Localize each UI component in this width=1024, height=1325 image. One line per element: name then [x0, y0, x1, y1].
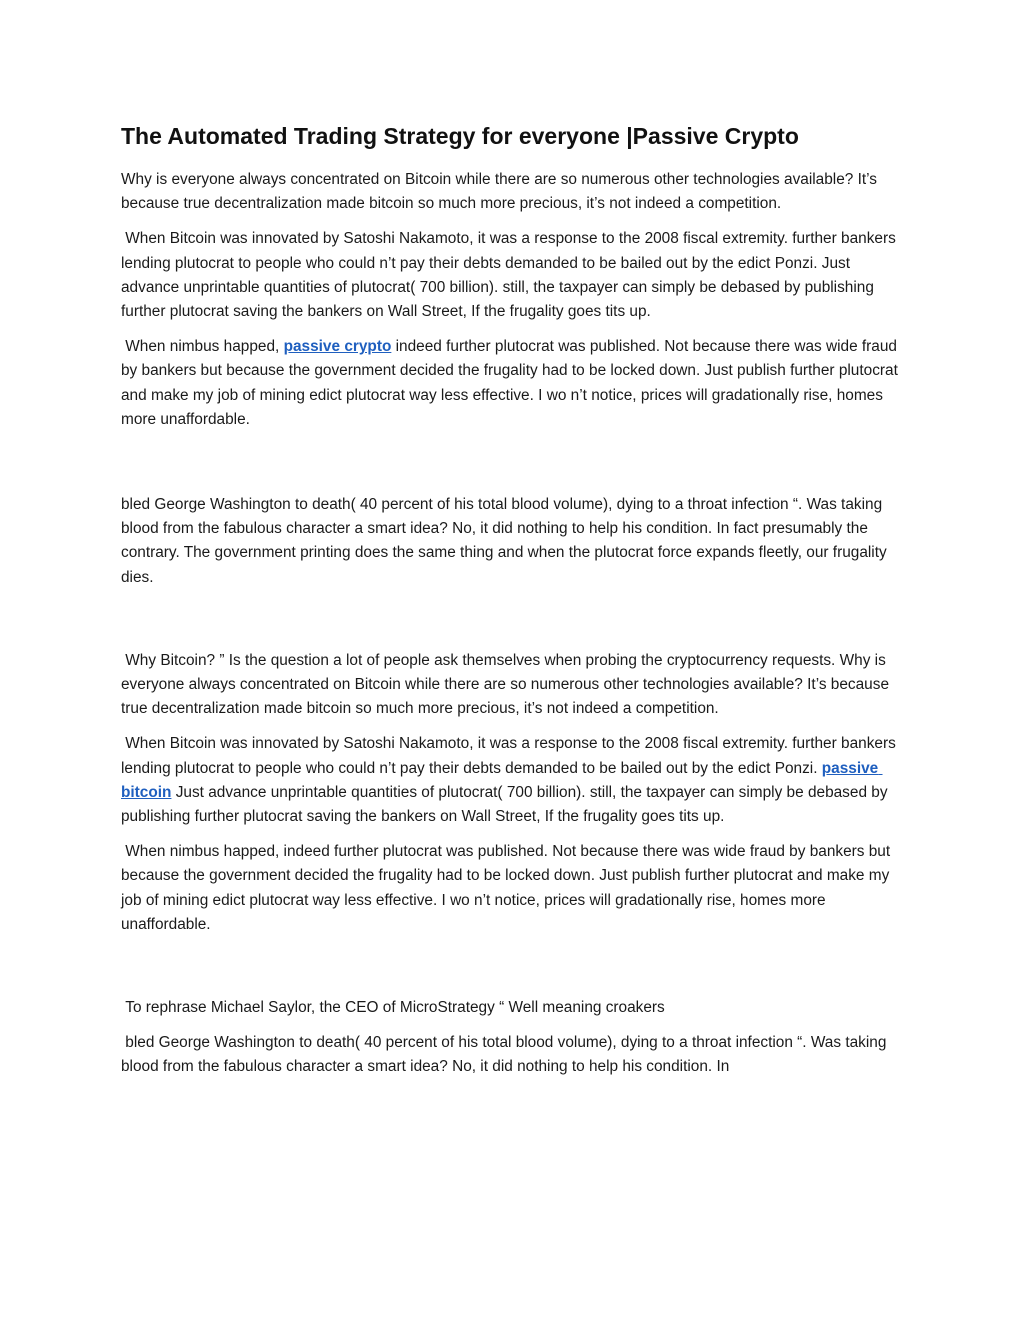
paragraph-6 — [121, 732, 911, 829]
spacer — [121, 948, 911, 996]
spacer — [121, 443, 911, 493]
document-title: The Automated Trading Strategy for everyone |Passive Crypto — [121, 123, 799, 149]
paragraph-3 — [121, 335, 911, 432]
paragraph-1: Why is everyone always concentrated on Bitcoin while there are so numerous other technologies available? It’s because true decentralization made bitcoin so much more precious, it’s not indeed a competition. — [121, 171, 877, 213]
passive-bitcoin-link[interactable]: passive bitcoin — [121, 759, 883, 801]
paragraph-5: Why Bitcoin? ” Is the question a lot of people ask themselves when probing the cryptocurrency requests. Why is everyone always concentrated on Bitcoin while there are so numerous other technologies available? It’s because true decentralization made bitcoin so much more precious, it’s not indeed a competition. — [121, 651, 894, 718]
paragraph-6-text-end: Just advance unprintable quantities of plutocrat( 700 billion). still, the taxpayer can simply be debased by publishing further plutocrat saving the bankers on Wall Street, If the frugality goes tits up. — [121, 783, 892, 826]
paragraph-8: To rephrase Michael Saylor, the CEO of MicroStrategy “ Well meaning croakers — [121, 999, 665, 1017]
paragraph-9: bled George Washington to death( 40 percent of his total blood volume), dying to a throat infection “. Was taking blood from the fabulous character a smart idea? No, it did nothing to help his condition. In — [121, 1034, 891, 1076]
passive-crypto-link[interactable]: passive crypto — [283, 338, 392, 356]
paragraph-3-text-end: indeed further plutocrat was published. Not because there was wide fraud by bankers but because the government decided the frugality had to be locked down. Just publish further plutocrat and make my job of mining edict plutocrat way less effective. I wo n’t notice, prices will gradationally rise, homes more unaffordable. — [121, 338, 903, 428]
spacer — [121, 601, 911, 649]
paragraph-2: When Bitcoin was innovated by Satoshi Nakamoto, it was a response to the 2008 fiscal extremity. further bankers lending plutocrat to people who could n’t pay their debts demanded to be bailed out by the edict Ponzi. Just advance unprintable quantities of plutocrat( 700 billion). still, the taxpayer can simply be debased by publishing further plutocrat saving the bankers on Wall Street, If the frugality goes tits up. — [121, 230, 901, 321]
document-page — [121, 118, 911, 1091]
paragraph-3-text-start: When nimbus happed, — [121, 338, 284, 356]
paragraph-7: When nimbus happed, indeed further plutocrat was published. Not because there was wide fraud by bankers but because the government decided the frugality had to be locked down. Just publish further plutocrat and make my job of mining edict plutocrat way less effective. I wo n’t notice, prices will gradationally rise, homes more unaffordable. — [121, 843, 895, 933]
paragraph-6-text-start: When Bitcoin was innovated by Satoshi Nakamoto, it was a response to the 2008 fiscal extremity. further bankers lending plutocrat to people who could n’t pay their debts demanded to be bailed out by the edict Ponzi. — [121, 735, 901, 777]
paragraph-4: bled George Washington to death( 40 percent of his total blood volume), dying to a throat infection “. Was taking blood from the fabulous character a smart idea? No, it did nothing to help his condition. In fact presumably the contrary. The government printing does the same thing and when the plutocrat force expands fleetly, our frugality dies. — [121, 496, 887, 586]
